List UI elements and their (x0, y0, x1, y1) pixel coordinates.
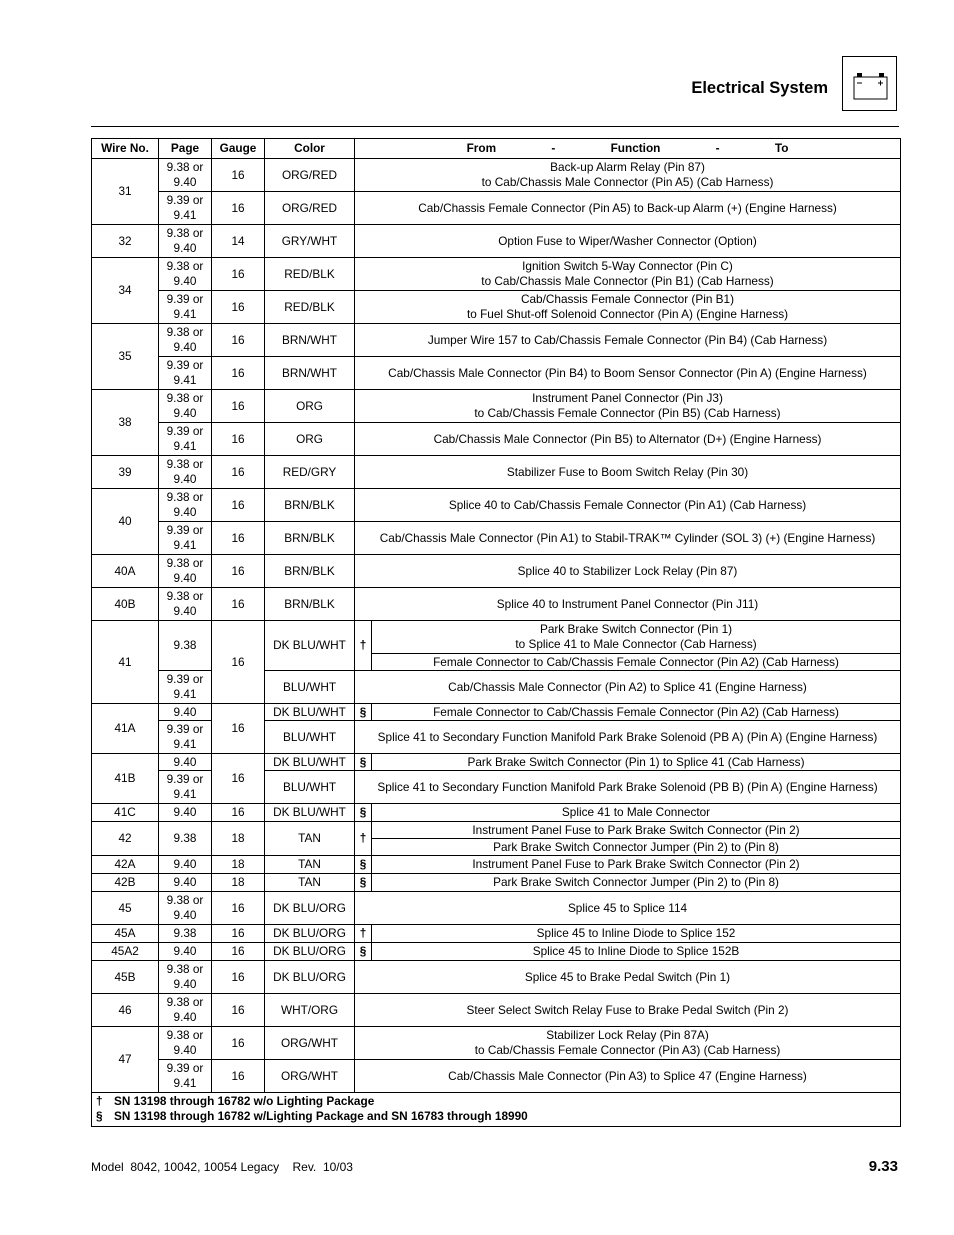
function-cell: Ignition Switch 5-Way Connector (Pin C) to Cab/Chassis Male Connector (Pin B1) (Cab Harness) (355, 258, 901, 291)
footnote-marker: § (355, 754, 372, 771)
wire-no-cell: 35 (92, 324, 159, 390)
color-cell: DK BLU/WHT (265, 704, 355, 721)
page-cell: 9.40 (159, 704, 212, 721)
footnote-marker: § (355, 704, 372, 721)
header-to: To (774, 141, 789, 156)
wire-table (91, 138, 901, 1127)
footnote-item (96, 1094, 898, 1109)
wire-no-cell: 42 (92, 822, 159, 856)
gauge-cell: 18 (212, 822, 265, 856)
wire-no-cell: 41A (92, 704, 159, 754)
section-title: Electrical System (691, 79, 828, 97)
table-row (92, 555, 901, 588)
wire-no-cell: 38 (92, 390, 159, 456)
color-cell: ORG/RED (265, 192, 355, 225)
function-cell: Steer Select Switch Relay Fuse to Brake Pedal Switch (Pin 2) (355, 994, 901, 1027)
footnote-marker: § (355, 943, 372, 961)
page-cell: 9.40 (159, 754, 212, 771)
wire-no-cell: 45A (92, 925, 159, 943)
gauge-cell: 16 (212, 588, 265, 621)
gauge-cell: 16 (212, 804, 265, 822)
function-cell: Splice 41 to Male Connector (372, 804, 901, 822)
gauge-cell: 16 (212, 291, 265, 324)
table-row (92, 874, 901, 892)
table-row (92, 621, 901, 654)
gauge-cell: 16 (212, 192, 265, 225)
color-cell: RED/BLK (265, 258, 355, 291)
page-cell: 9.40 (159, 804, 212, 822)
function-cell: Splice 41 to Secondary Function Manifold Park Brake Solenoid (PB A) (Pin A) (Engine Harness) (355, 721, 901, 754)
gauge-cell: 16 (212, 390, 265, 423)
table-row (92, 994, 901, 1027)
footnote-symbol: † (96, 1094, 103, 1108)
footnote-row (92, 1093, 901, 1127)
function-cell: Stabilizer Lock Relay (Pin 87A) to Cab/Chassis Female Connector (Pin A3) (Cab Harness) (355, 1027, 901, 1060)
wire-no-cell: 41B (92, 754, 159, 804)
wire-no-cell: 45 (92, 892, 159, 925)
color-cell: BLU/WHT (265, 721, 355, 754)
color-cell: BRN/BLK (265, 522, 355, 555)
wire-no-cell: 42A (92, 856, 159, 874)
page-cell: 9.38 or 9.40 (159, 159, 212, 192)
color-cell: DK BLU/WHT (265, 754, 355, 771)
color-cell: BRN/BLK (265, 489, 355, 522)
color-cell: DK BLU/ORG (265, 961, 355, 994)
color-cell: BRN/WHT (265, 357, 355, 390)
page-cell: 9.40 (159, 943, 212, 961)
color-cell: BLU/WHT (265, 671, 355, 704)
header-gauge: Gauge (212, 139, 265, 159)
color-cell: ORG/RED (265, 159, 355, 192)
page-cell: 9.38 or 9.40 (159, 1027, 212, 1060)
footnote-marker: § (355, 804, 372, 822)
wire-no-cell: 45A2 (92, 943, 159, 961)
page-cell: 9.38 or 9.40 (159, 456, 212, 489)
function-cell: Option Fuse to Wiper/Washer Connector (Option) (355, 225, 901, 258)
footer-model: Model 8042, 10042, 10054 Legacy Rev. 10/03 (91, 1160, 353, 1174)
header-color: Color (265, 139, 355, 159)
gauge-cell: 16 (212, 994, 265, 1027)
gauge-cell: 18 (212, 874, 265, 892)
table-row (92, 522, 901, 555)
page-cell: 9.38 (159, 822, 212, 856)
gauge-cell: 16 (212, 704, 265, 754)
header-function (355, 139, 901, 159)
color-cell: DK BLU/ORG (265, 925, 355, 943)
wire-no-cell: 31 (92, 159, 159, 225)
function-cell: Cab/Chassis Female Connector (Pin A5) to Back-up Alarm (+) (Engine Harness) (355, 192, 901, 225)
footnote-marker: † (355, 822, 372, 856)
page-cell: 9.39 or 9.41 (159, 192, 212, 225)
footnote-marker: § (355, 856, 372, 874)
wire-no-cell: 46 (92, 994, 159, 1027)
gauge-cell: 16 (212, 324, 265, 357)
function-cell: Splice 45 to Brake Pedal Switch (Pin 1) (355, 961, 901, 994)
table-row (92, 489, 901, 522)
table-row (92, 925, 901, 943)
function-cell: Back-up Alarm Relay (Pin 87) to Cab/Chassis Male Connector (Pin A5) (Cab Harness) (355, 159, 901, 192)
wire-no-cell: 47 (92, 1027, 159, 1093)
function-cell: Cab/Chassis Male Connector (Pin A1) to Stabil-TRAK™ Cylinder (SOL 3) (+) (Engine Harness) (355, 522, 901, 555)
wire-no-cell: 45B (92, 961, 159, 994)
gauge-cell: 16 (212, 423, 265, 456)
table-row (92, 192, 901, 225)
function-cell: Splice 45 to Inline Diode to Splice 152B (372, 943, 901, 961)
table-row (92, 754, 901, 771)
function-cell: Splice 41 to Secondary Function Manifold Park Brake Solenoid (PB B) (Pin A) (Engine Harness) (355, 771, 901, 804)
table-row (92, 1060, 901, 1093)
function-cell: Splice 45 to Splice 114 (355, 892, 901, 925)
gauge-cell: 16 (212, 456, 265, 489)
page-cell: 9.39 or 9.41 (159, 771, 212, 804)
table-row (92, 961, 901, 994)
color-cell: BLU/WHT (265, 771, 355, 804)
footnote-text: SN 13198 through 16782 w/o Lighting Package (114, 1094, 375, 1108)
page-cell: 9.39 or 9.41 (159, 671, 212, 704)
footnote-symbol: § (96, 1109, 103, 1123)
gauge-cell: 14 (212, 225, 265, 258)
function-cell: Splice 45 to Inline Diode to Splice 152 (372, 925, 901, 943)
function-cell: Female Connector to Cab/Chassis Female Connector (Pin A2) (Cab Harness) (372, 704, 901, 721)
footnote-marker: § (355, 874, 372, 892)
table-row (92, 822, 901, 839)
gauge-cell: 16 (212, 1027, 265, 1060)
header-function-label: Function (610, 141, 661, 156)
gauge-cell: 18 (212, 856, 265, 874)
function-cell: Splice 40 to Stabilizer Lock Relay (Pin 87) (355, 555, 901, 588)
function-cell: Stabilizer Fuse to Boom Switch Relay (Pin 30) (355, 456, 901, 489)
color-cell: RED/BLK (265, 291, 355, 324)
table-row (92, 324, 901, 357)
color-cell: DK BLU/ORG (265, 892, 355, 925)
page-cell: 9.38 (159, 621, 212, 671)
table-row (92, 588, 901, 621)
function-cell: Female Connector to Cab/Chassis Female Connector (Pin A2) (Cab Harness) (372, 654, 901, 671)
table-row (92, 423, 901, 456)
page-cell: 9.38 or 9.40 (159, 555, 212, 588)
footnote-marker: † (355, 621, 372, 671)
wire-no-cell: 41 (92, 621, 159, 704)
color-cell: WHT/ORG (265, 994, 355, 1027)
table-row (92, 357, 901, 390)
table-row (92, 225, 901, 258)
page-cell: 9.38 or 9.40 (159, 390, 212, 423)
page-cell: 9.39 or 9.41 (159, 423, 212, 456)
footnote-marker: † (355, 925, 372, 943)
table-row (92, 291, 901, 324)
function-cell: Park Brake Switch Connector (Pin 1) to Splice 41 to Male Connector (Cab Harness) (372, 621, 901, 654)
page-cell: 9.38 or 9.40 (159, 892, 212, 925)
table-row (92, 943, 901, 961)
wire-no-cell: 40 (92, 489, 159, 555)
gauge-cell: 16 (212, 943, 265, 961)
function-cell: Park Brake Switch Connector Jumper (Pin 2) to (Pin 8) (372, 874, 901, 892)
footnote-text: SN 13198 through 16782 w/Lighting Package and SN 16783 through 18990 (114, 1109, 528, 1123)
function-cell: Cab/Chassis Female Connector (Pin B1) to Fuel Shut-off Solenoid Connector (Pin A) (Engine Harness) (355, 291, 901, 324)
color-cell: BRN/WHT (265, 324, 355, 357)
page-cell: 9.38 or 9.40 (159, 225, 212, 258)
table-row (92, 390, 901, 423)
gauge-cell: 16 (212, 555, 265, 588)
function-cell: Instrument Panel Fuse to Park Brake Switch Connector (Pin 2) (372, 822, 901, 839)
wire-no-cell: 40B (92, 588, 159, 621)
color-cell: DK BLU/WHT (265, 621, 355, 671)
color-cell: DK BLU/WHT (265, 804, 355, 822)
color-cell: ORG (265, 390, 355, 423)
gauge-cell: 16 (212, 159, 265, 192)
gauge-cell: 16 (212, 892, 265, 925)
table-row (92, 1027, 901, 1060)
battery-icon (842, 56, 897, 111)
function-cell: Jumper Wire 157 to Cab/Chassis Female Connector (Pin B4) (Cab Harness) (355, 324, 901, 357)
gauge-cell: 16 (212, 258, 265, 291)
header-divider (91, 126, 899, 127)
header-sep: - (551, 141, 556, 156)
table-row (92, 856, 901, 874)
color-cell: ORG/WHT (265, 1027, 355, 1060)
wire-no-cell: 34 (92, 258, 159, 324)
page-cell: 9.38 or 9.40 (159, 489, 212, 522)
page-number: 9.33 (868, 1158, 898, 1175)
table-row (92, 804, 901, 822)
function-cell: Park Brake Switch Connector Jumper (Pin 2) to (Pin 8) (372, 839, 901, 856)
header-sep: - (715, 141, 720, 156)
header-from: From (466, 141, 497, 156)
wire-no-cell: 39 (92, 456, 159, 489)
color-cell: TAN (265, 874, 355, 892)
wire-no-cell: 42B (92, 874, 159, 892)
header-wire-no: Wire No. (92, 139, 159, 159)
page-cell: 9.38 or 9.40 (159, 324, 212, 357)
gauge-cell: 16 (212, 1060, 265, 1093)
function-cell: Instrument Panel Fuse to Park Brake Switch Connector (Pin 2) (372, 856, 901, 874)
wire-no-cell: 41C (92, 804, 159, 822)
page-cell: 9.39 or 9.41 (159, 1060, 212, 1093)
function-cell: Cab/Chassis Male Connector (Pin A3) to Splice 47 (Engine Harness) (355, 1060, 901, 1093)
gauge-cell: 16 (212, 754, 265, 804)
color-cell: RED/GRY (265, 456, 355, 489)
function-cell: Splice 40 to Cab/Chassis Female Connector (Pin A1) (Cab Harness) (355, 489, 901, 522)
footnote-item (96, 1109, 898, 1124)
color-cell: TAN (265, 822, 355, 856)
footnotes (92, 1093, 901, 1127)
function-cell: Splice 40 to Instrument Panel Connector (Pin J11) (355, 588, 901, 621)
page-cell: 9.38 (159, 925, 212, 943)
color-cell: BRN/BLK (265, 555, 355, 588)
table-row (92, 704, 901, 721)
gauge-cell: 16 (212, 522, 265, 555)
page-cell: 9.39 or 9.41 (159, 291, 212, 324)
function-cell: Cab/Chassis Male Connector (Pin B5) to Alternator (D+) (Engine Harness) (355, 423, 901, 456)
gauge-cell: 16 (212, 961, 265, 994)
table-row (92, 456, 901, 489)
page-cell: 9.38 or 9.40 (159, 588, 212, 621)
table-row (92, 159, 901, 192)
page-cell: 9.39 or 9.41 (159, 721, 212, 754)
page-cell: 9.40 (159, 856, 212, 874)
function-cell: Instrument Panel Connector (Pin J3) to Cab/Chassis Female Connector (Pin B5) (Cab Harness) (355, 390, 901, 423)
page-cell: 9.38 or 9.40 (159, 258, 212, 291)
page-cell: 9.39 or 9.41 (159, 357, 212, 390)
color-cell: TAN (265, 856, 355, 874)
header-page: Page (159, 139, 212, 159)
color-cell: BRN/BLK (265, 588, 355, 621)
color-cell: GRY/WHT (265, 225, 355, 258)
gauge-cell: 16 (212, 621, 265, 704)
table-header-row (92, 139, 901, 159)
color-cell: ORG/WHT (265, 1060, 355, 1093)
page-cell: 9.38 or 9.40 (159, 961, 212, 994)
page-cell: 9.40 (159, 874, 212, 892)
gauge-cell: 16 (212, 925, 265, 943)
page-cell: 9.39 or 9.41 (159, 522, 212, 555)
wire-no-cell: 32 (92, 225, 159, 258)
page-cell: 9.38 or 9.40 (159, 994, 212, 1027)
function-cell: Park Brake Switch Connector (Pin 1) to Splice 41 (Cab Harness) (372, 754, 901, 771)
gauge-cell: 16 (212, 357, 265, 390)
function-cell: Cab/Chassis Male Connector (Pin A2) to Splice 41 (Engine Harness) (355, 671, 901, 704)
function-cell: Cab/Chassis Male Connector (Pin B4) to Boom Sensor Connector (Pin A) (Engine Harness) (355, 357, 901, 390)
color-cell: DK BLU/ORG (265, 943, 355, 961)
wire-no-cell: 40A (92, 555, 159, 588)
gauge-cell: 16 (212, 489, 265, 522)
color-cell: ORG (265, 423, 355, 456)
table-row (92, 892, 901, 925)
table-row (92, 258, 901, 291)
